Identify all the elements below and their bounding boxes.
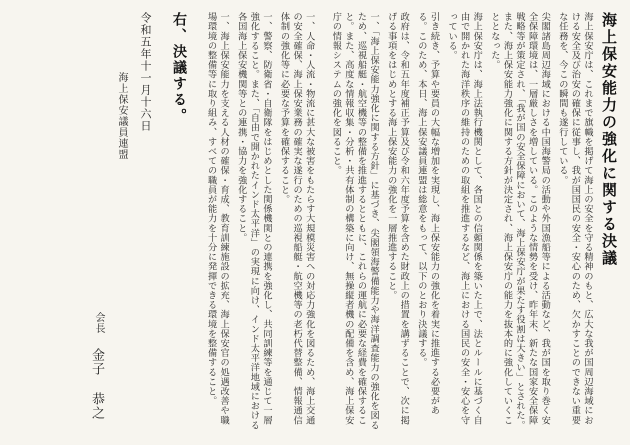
paragraph-3: 海上保安庁は、海上法執行機関として、各国との信頼関係を築いた上で、法とルールに基づく自由で開かれた海洋秩序の維持のための取組を推進するなど、海上における国民の安全・安心を守っている。	[446, 12, 483, 425]
resolution-item-4: 一、海上保安能力を支える人材の確保・育成、教育訓練施設の拡充、海上保安官の処遇改善や職場環境の整備等に取り組み、すべての職員が能力を十分に発揮できる環境を整備すること。	[205, 12, 230, 425]
chair-role: 会長	[92, 312, 104, 334]
resolution-item-1: 一、「海上保安能力強化に関する方針」に基づき、尖閣領海警備能力や海洋調査能力の強化を図るため、巡視船艇・航空機等の整備を推進するとともに、これらの運航に必要な経費を確保すること。また、高度な情報収集・分析・共有体制の構築に向け、無操縦者機の配備を含め、海上保安庁の情報システムの強化を図ること。	[330, 12, 380, 430]
resolution-date: 令和五年十一月十六日	[138, 12, 152, 132]
paragraph-2: 尖閣諸島周辺海域における中国海警局の活動や外国漁船等による活動など、我が国を取り巻く安全保障環境は、一層厳しさを増している。このような情勢を受け、昨年末、新たな国家安全保障戦略等が策定され、「我が国の安全保障において、海上保安庁が果たす役割は大きい」とされた。また、海上保安能力強化に関する方針が決定され、海上保安庁の能力を抜本的に強化していくこととなった。	[488, 12, 551, 430]
paragraph-1: 海上保安庁は、これまで旗幟を掲げて海上の安全を守る精神のもと、広大な我が国周辺海域における安全及び治安の確保に従事し、我が国国民の安全・安心のため、欠かすことのできない重要な任務を、今この瞬間も遂行している。	[556, 12, 593, 425]
document-title: 海上保安能力の強化に関する決議	[600, 12, 618, 267]
paragraph-4: 引き続き、予算や要員の大幅な増加を実現し、海上保安能力の強化を着実に推進する必要がある。このため、本日、海上保安議員連盟は総意をもって、以下のとおり決議する。	[415, 12, 440, 416]
organization-name: 海上保安議員連盟	[115, 72, 127, 160]
chair-name: 金子 恭之	[88, 348, 104, 420]
resolution-closing: 右、決議する。	[170, 12, 187, 124]
resolution-item-3: 一、警察、防衛省・自衛隊をはじめとした関係機関との連携を強化し、共同訓練等を通じて一層強化すること。また、「自由で開かれたインド太平洋」の実現に向け、インド太平洋地域における各国海上保安機関等との連携・協力を強化すること。	[235, 12, 272, 430]
vertical-text-body	[8, 12, 620, 435]
chair-signature	[87, 12, 106, 445]
paragraph-5: 政府は、令和五年度補正予算及び令和六年度予算を含めた財政上の措置を講ずることで、次に掲げる事項をはじめとする海上保安能力の強化を一層推進すること。	[385, 12, 410, 425]
resolution-item-2: 一、人命・人流・物流に甚大な被害をもたらす大規模災害への対応力強化を図るため、海上交通の安全確保、海上保安業務の確実な遂行のための巡視船艇・航空機等の老朽代替整備、情報通信体制の強化等に必要な予算を確保すること。	[278, 12, 315, 425]
